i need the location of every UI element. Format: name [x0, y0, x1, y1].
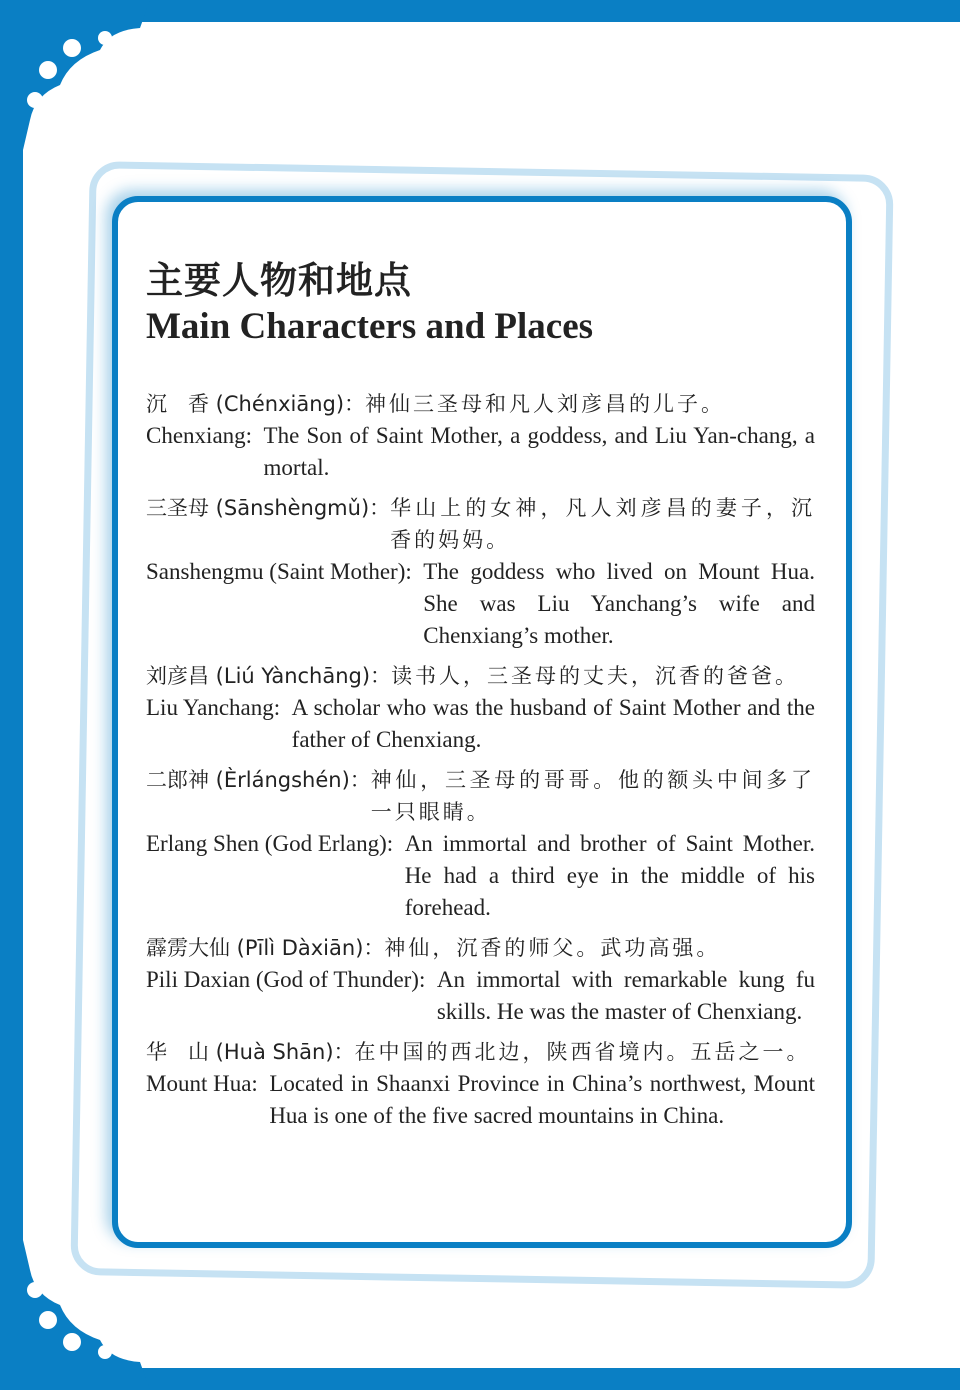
entry-english	[146, 420, 815, 484]
term-label: 刘彦昌 (Liú Yànchāng)：	[146, 664, 392, 688]
term-definition: An immortal with remarkable kung fu skills. He was the master of Chenxiang.	[436, 967, 815, 1024]
term-label: Sanshengmu (Saint Mother):	[146, 559, 424, 584]
term-label: 三圣母 (Sānshèngmǔ)：	[146, 496, 391, 520]
term-definition: 在中国的西北边，陕西省境内。五岳之一。	[354, 1040, 811, 1064]
entry-english	[146, 1068, 815, 1132]
entry-chinese	[146, 1036, 815, 1068]
entry-chinese	[146, 660, 815, 692]
entry-english	[146, 828, 815, 924]
entry-chinese	[146, 932, 815, 964]
glossary-list	[146, 382, 815, 1140]
title-english: Main Characters and Places	[146, 306, 594, 347]
term-label: Mount Hua:	[146, 1071, 270, 1096]
frame-left	[0, 0, 23, 1390]
entry-english	[146, 692, 815, 756]
term-definition: 华山上的女神，凡人刘彦昌的妻子，沉香的妈妈。	[390, 496, 815, 552]
term-label: 二郎神 (Èrlángshén)：	[146, 768, 371, 792]
term-label: Pili Daxian (God of Thunder):	[146, 967, 437, 992]
term-label: Liu Yanchang:	[146, 695, 292, 720]
entry-chinese	[146, 388, 815, 420]
entry-english	[146, 556, 815, 652]
term-definition: 读书人，三圣母的丈夫，沉香的爸爸。	[391, 664, 800, 688]
entry-chinese	[146, 764, 815, 828]
entry-chinese	[146, 492, 815, 556]
term-definition: The goddess who lived on Mount Hua. She was Liu Yanchang’s wife and Chenxiang’s mother.	[423, 559, 815, 648]
cloud-ornament-icon	[0, 0, 150, 150]
term-label: 沉 香 (Chénxiāng)：	[146, 392, 366, 416]
term-label: 华 山 (Huà Shān)：	[146, 1040, 355, 1064]
term-definition: 神仙，三圣母的哥哥。他的额头中间多了一只眼睛。	[370, 768, 815, 824]
term-label: 霹雳大仙 (Pīlì Dàxiān)：	[146, 936, 385, 960]
term-definition: The Son of Saint Mother, a goddess, and Liu Yan-chang, a mortal.	[263, 423, 815, 480]
term-definition: An immortal and brother of Saint Mother. He had a third eye in the middle of his forehead.	[404, 831, 815, 920]
title-chinese: 主要人物和地点	[146, 258, 412, 302]
term-definition: 神仙，沉香的师父。武功高强。	[384, 936, 721, 960]
term-label: Erlang Shen (God Erlang):	[146, 831, 405, 856]
term-definition: Located in Shaanxi Province in China’s northwest, Mount Hua is one of the five sacred mountains in China.	[269, 1071, 815, 1128]
term-label: Chenxiang:	[146, 423, 264, 448]
term-definition: 神仙三圣母和凡人刘彦昌的儿子。	[365, 392, 726, 416]
term-definition: A scholar who was the husband of Saint Mother and the father of Chenxiang.	[291, 695, 815, 752]
entry-english	[146, 964, 815, 1028]
